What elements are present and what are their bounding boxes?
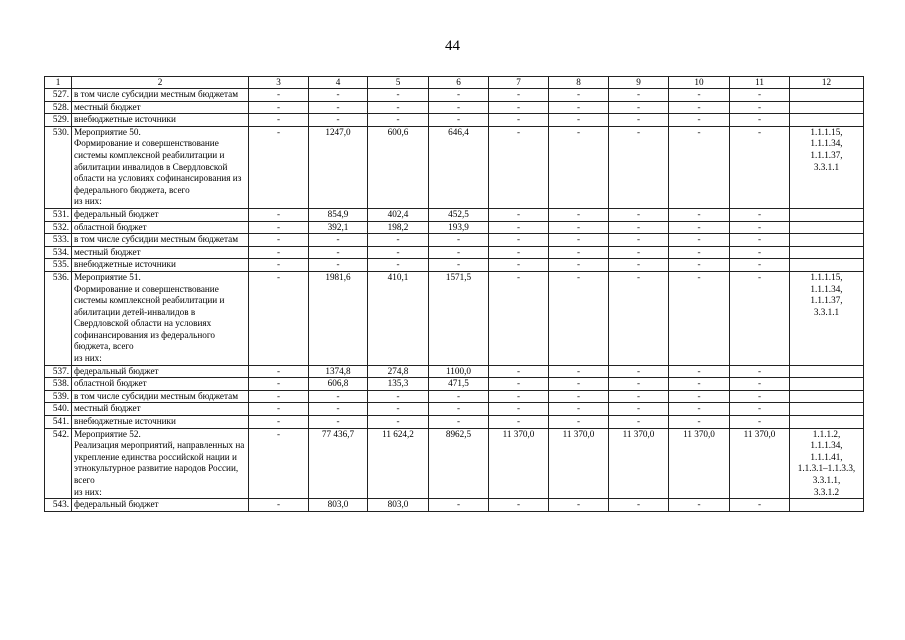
value-cell: - (489, 365, 549, 378)
value-cell: - (730, 403, 790, 416)
value-cell: - (730, 365, 790, 378)
value-cell: - (549, 259, 609, 272)
table-row (45, 416, 864, 429)
table-row (45, 234, 864, 247)
target-codes (790, 89, 864, 102)
target-codes (790, 259, 864, 272)
value-cell: - (730, 126, 790, 208)
row-description: областной бюджет (72, 221, 249, 234)
row-number: 527. (45, 89, 72, 102)
value-cell: - (368, 390, 429, 403)
value-cell: - (730, 234, 790, 247)
value-cell: - (730, 208, 790, 221)
value-cell: 471,5 (429, 378, 489, 391)
value-cell: - (368, 403, 429, 416)
value-cell: 410,1 (368, 271, 429, 365)
target-codes (790, 499, 864, 512)
row-number: 540. (45, 403, 72, 416)
row-number: 534. (45, 246, 72, 259)
value-cell: - (669, 126, 730, 208)
value-cell: - (489, 416, 549, 429)
row-number: 539. (45, 390, 72, 403)
value-cell: - (669, 101, 730, 114)
value-cell: 274,8 (368, 365, 429, 378)
value-cell: - (549, 101, 609, 114)
row-number: 536. (45, 271, 72, 365)
value-cell: 77 436,7 (309, 428, 368, 499)
value-cell: - (309, 246, 368, 259)
table-row (45, 221, 864, 234)
value-cell: 803,0 (368, 499, 429, 512)
value-cell: - (309, 390, 368, 403)
value-cell: - (249, 428, 309, 499)
value-cell: - (489, 221, 549, 234)
row-number: 537. (45, 365, 72, 378)
value-cell: - (669, 390, 730, 403)
value-cell: - (489, 390, 549, 403)
value-cell: - (609, 378, 669, 391)
table-row (45, 390, 864, 403)
value-cell: - (489, 259, 549, 272)
value-cell: - (489, 403, 549, 416)
value-cell: - (549, 221, 609, 234)
value-cell: - (368, 101, 429, 114)
value-cell: - (669, 271, 730, 365)
value-cell: 11 370,0 (549, 428, 609, 499)
value-cell: - (549, 390, 609, 403)
page-number: 44 (445, 38, 460, 54)
value-cell: - (489, 89, 549, 102)
value-cell: 1571,5 (429, 271, 489, 365)
value-cell: - (730, 378, 790, 391)
value-cell: - (429, 234, 489, 247)
target-codes (790, 234, 864, 247)
value-cell: - (368, 416, 429, 429)
value-cell: - (730, 101, 790, 114)
row-number: 543. (45, 499, 72, 512)
value-cell: - (368, 234, 429, 247)
column-header: 4 (309, 77, 368, 89)
value-cell: - (730, 114, 790, 127)
table-row (45, 403, 864, 416)
target-codes (790, 378, 864, 391)
value-cell: - (309, 101, 368, 114)
value-cell: - (309, 114, 368, 127)
value-cell: - (549, 114, 609, 127)
value-cell: - (249, 114, 309, 127)
value-cell: - (489, 126, 549, 208)
column-header: 2 (72, 77, 249, 89)
value-cell: - (368, 89, 429, 102)
value-cell: - (730, 499, 790, 512)
column-header: 7 (489, 77, 549, 89)
value-cell: 854,9 (309, 208, 368, 221)
value-cell: - (549, 208, 609, 221)
table-row (45, 208, 864, 221)
value-cell: - (669, 259, 730, 272)
value-cell: - (609, 101, 669, 114)
row-number: 533. (45, 234, 72, 247)
value-cell: - (669, 114, 730, 127)
target-codes: 1.1.1.15, 1.1.1.34, 1.1.1.37, 3.3.1.1 (790, 126, 864, 208)
column-header: 10 (669, 77, 730, 89)
value-cell: 11 370,0 (669, 428, 730, 499)
value-cell: - (249, 499, 309, 512)
table-row (45, 259, 864, 272)
value-cell: - (368, 114, 429, 127)
row-description: местный бюджет (72, 246, 249, 259)
value-cell: - (429, 89, 489, 102)
table-header-row (45, 77, 864, 89)
value-cell: - (249, 416, 309, 429)
value-cell: - (429, 403, 489, 416)
budget-table (44, 76, 864, 512)
value-cell: 11 624,2 (368, 428, 429, 499)
value-cell: - (249, 378, 309, 391)
row-number: 542. (45, 428, 72, 499)
value-cell: - (730, 271, 790, 365)
value-cell: 1981,6 (309, 271, 368, 365)
target-codes (790, 365, 864, 378)
value-cell: - (609, 234, 669, 247)
value-cell: - (609, 259, 669, 272)
row-number: 538. (45, 378, 72, 391)
value-cell: - (730, 246, 790, 259)
value-cell: 11 370,0 (489, 428, 549, 499)
row-description: местный бюджет (72, 101, 249, 114)
value-cell: 452,5 (429, 208, 489, 221)
row-description: Мероприятие 51. Формирование и совершенствование системы комплексной реабилитации и абилитации детей-инвалидов в Свердловской области на условиях софинансирования из федерального бюджета, всего из них: (72, 271, 249, 365)
value-cell: 803,0 (309, 499, 368, 512)
table-row (45, 89, 864, 102)
value-cell: - (730, 416, 790, 429)
value-cell: - (489, 234, 549, 247)
value-cell: 1247,0 (309, 126, 368, 208)
value-cell: - (489, 114, 549, 127)
value-cell: 198,2 (368, 221, 429, 234)
value-cell: - (309, 403, 368, 416)
value-cell: - (489, 208, 549, 221)
column-header: 11 (730, 77, 790, 89)
value-cell: - (549, 89, 609, 102)
value-cell: - (249, 271, 309, 365)
value-cell: - (609, 246, 669, 259)
value-cell: - (730, 259, 790, 272)
value-cell: 1100,0 (429, 365, 489, 378)
table-row (45, 378, 864, 391)
value-cell: - (549, 403, 609, 416)
value-cell: - (669, 208, 730, 221)
value-cell: - (249, 221, 309, 234)
table-row (45, 246, 864, 259)
value-cell: 600,6 (368, 126, 429, 208)
row-number: 528. (45, 101, 72, 114)
column-header: 12 (790, 77, 864, 89)
target-codes (790, 246, 864, 259)
value-cell: - (249, 259, 309, 272)
value-cell: - (489, 499, 549, 512)
value-cell: - (489, 271, 549, 365)
value-cell: - (249, 126, 309, 208)
value-cell: - (429, 101, 489, 114)
value-cell: - (549, 416, 609, 429)
row-number: 535. (45, 259, 72, 272)
target-codes: 1.1.1.15, 1.1.1.34, 1.1.1.37, 3.3.1.1 (790, 271, 864, 365)
value-cell: - (429, 259, 489, 272)
value-cell: - (429, 416, 489, 429)
value-cell: - (249, 246, 309, 259)
value-cell: - (368, 259, 429, 272)
value-cell: 11 370,0 (609, 428, 669, 499)
value-cell: 606,8 (309, 378, 368, 391)
value-cell: - (609, 89, 669, 102)
value-cell: - (609, 499, 669, 512)
row-description: в том числе субсидии местным бюджетам (72, 390, 249, 403)
value-cell: - (549, 378, 609, 391)
value-cell: 1374,8 (309, 365, 368, 378)
table-row (45, 114, 864, 127)
value-cell: - (669, 246, 730, 259)
column-header: 3 (249, 77, 309, 89)
value-cell: - (309, 416, 368, 429)
row-description: Мероприятие 52. Реализация мероприятий, направленных на укрепление единства российской нации и этнокультурное развитие народов России, всего из них: (72, 428, 249, 499)
column-header: 8 (549, 77, 609, 89)
value-cell: - (669, 365, 730, 378)
value-cell: 402,4 (368, 208, 429, 221)
value-cell: - (429, 499, 489, 512)
target-codes: 1.1.1.2, 1.1.1.34, 1.1.1.41, 1.1.3.1–1.1.3.3, 3.3.1.1, 3.3.1.2 (790, 428, 864, 499)
row-description: в том числе субсидии местным бюджетам (72, 234, 249, 247)
value-cell: - (549, 234, 609, 247)
value-cell: - (669, 221, 730, 234)
value-cell: - (549, 365, 609, 378)
value-cell: - (609, 390, 669, 403)
row-description: внебюджетные источники (72, 259, 249, 272)
value-cell: - (489, 101, 549, 114)
table-row (45, 499, 864, 512)
value-cell: - (669, 403, 730, 416)
value-cell: - (249, 101, 309, 114)
value-cell: - (249, 234, 309, 247)
row-description: в том числе субсидии местным бюджетам (72, 89, 249, 102)
value-cell: - (309, 234, 368, 247)
value-cell: - (249, 390, 309, 403)
row-number: 532. (45, 221, 72, 234)
value-cell: - (429, 390, 489, 403)
row-description: федеральный бюджет (72, 499, 249, 512)
value-cell: - (609, 271, 669, 365)
target-codes (790, 390, 864, 403)
value-cell: - (309, 259, 368, 272)
value-cell: - (249, 208, 309, 221)
value-cell: - (249, 403, 309, 416)
value-cell: - (669, 378, 730, 391)
row-description: внебюджетные источники (72, 416, 249, 429)
row-description: Мероприятие 50. Формирование и совершенствование системы комплексной реабилитации и абилитации инвалидов в Свердловской области на условиях софинансирования из федерального бюджета, всего из них: (72, 126, 249, 208)
value-cell: - (368, 246, 429, 259)
value-cell: - (309, 89, 368, 102)
value-cell: - (549, 126, 609, 208)
table-row (45, 271, 864, 365)
row-description: местный бюджет (72, 403, 249, 416)
value-cell: - (609, 221, 669, 234)
row-description: внебюджетные источники (72, 114, 249, 127)
value-cell: - (669, 499, 730, 512)
value-cell: - (249, 365, 309, 378)
value-cell: - (609, 114, 669, 127)
value-cell: - (730, 390, 790, 403)
table-row (45, 365, 864, 378)
target-codes (790, 114, 864, 127)
value-cell: - (730, 221, 790, 234)
value-cell: - (489, 378, 549, 391)
value-cell: 8962,5 (429, 428, 489, 499)
value-cell: - (609, 126, 669, 208)
value-cell: - (669, 89, 730, 102)
table-row (45, 101, 864, 114)
value-cell: - (669, 416, 730, 429)
value-cell: 646,4 (429, 126, 489, 208)
row-number: 529. (45, 114, 72, 127)
value-cell: - (429, 246, 489, 259)
row-description: федеральный бюджет (72, 365, 249, 378)
table-row (45, 126, 864, 208)
value-cell: - (549, 499, 609, 512)
value-cell: - (669, 234, 730, 247)
column-header: 9 (609, 77, 669, 89)
value-cell: - (549, 246, 609, 259)
column-header: 1 (45, 77, 72, 89)
value-cell: - (730, 89, 790, 102)
target-codes (790, 416, 864, 429)
row-description: федеральный бюджет (72, 208, 249, 221)
value-cell: - (489, 246, 549, 259)
value-cell: 193,9 (429, 221, 489, 234)
row-description: областной бюджет (72, 378, 249, 391)
table-row (45, 428, 864, 499)
value-cell: - (609, 208, 669, 221)
row-number: 530. (45, 126, 72, 208)
value-cell: - (549, 271, 609, 365)
column-header: 6 (429, 77, 489, 89)
column-header: 5 (368, 77, 429, 89)
target-codes (790, 403, 864, 416)
target-codes (790, 101, 864, 114)
value-cell: 11 370,0 (730, 428, 790, 499)
value-cell: - (429, 114, 489, 127)
value-cell: - (609, 365, 669, 378)
row-number: 541. (45, 416, 72, 429)
value-cell: - (609, 416, 669, 429)
value-cell: 135,3 (368, 378, 429, 391)
target-codes (790, 208, 864, 221)
value-cell: 392,1 (309, 221, 368, 234)
target-codes (790, 221, 864, 234)
value-cell: - (249, 89, 309, 102)
value-cell: - (609, 403, 669, 416)
row-number: 531. (45, 208, 72, 221)
